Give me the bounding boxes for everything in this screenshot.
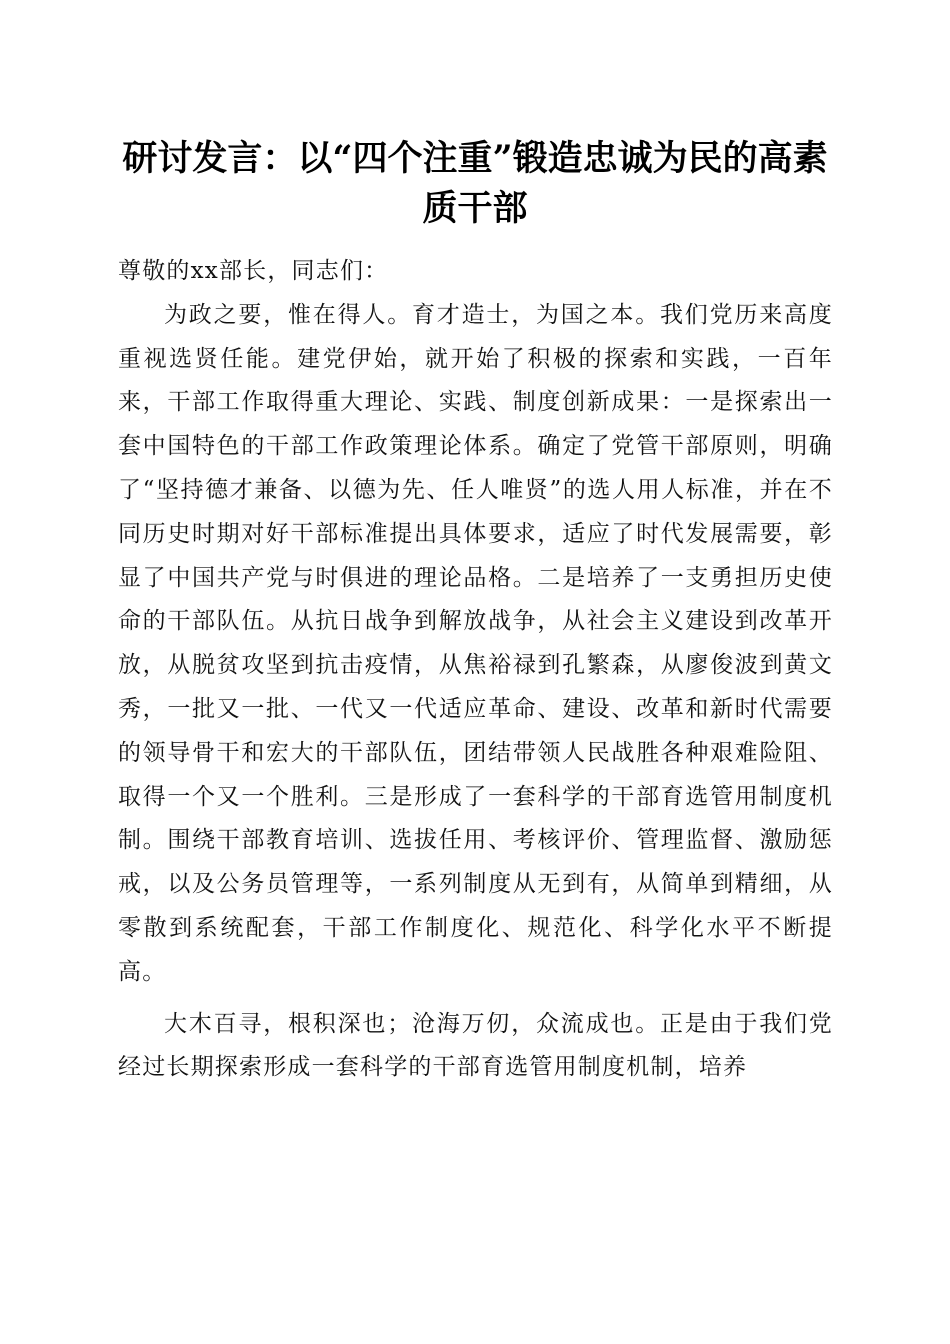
document-body	[118, 250, 833, 1098]
paragraph-2: 大木百寻，根积深也；沧海万仞，众流成也。正是由于我们党经过长期探索形成一套科学的干部育选管用制度机制，培养	[118, 1010, 833, 1081]
salutation: 尊敬的xx部长，同志们：	[118, 258, 389, 284]
paragraph-1: 为政之要，惟在得人。育才造士，为国之本。我们党历来高度重视选贤任能。建党伊始，就开始了积极的探索和实践，一百年来，干部工作取得重大理论、实践、制度创新成果：一是探索出一套中国特色的干部工作政策理论体系。确定了党管干部原则，明确了“坚持德才兼备、以德为先、任人唯贤”的选人用人标准，并在不同历史时期对好干部标准提出具体要求，适应了时代发展需要，彰显了中国共产党与时俱进的理论品格。二是培养了一支勇担历史使命的干部队伍。从抗日战争到解放战争，从社会主义建设到改革开放，从脱贫攻坚到抗击疫情，从焦裕禄到孔繁森，从廖俊波到黄文秀，一批又一批、一代又一代适应革命、建设、改革和新时代需要的领导骨干和宏大的干部队伍，团结带领人民战胜各种艰难险阻、取得一个又一个胜利。三是形成了一套科学的干部育选管用制度机制。围绕干部教育培训、选拔任用、考核评价、管理监督、激励惩戒，以及公务员管理等，一系列制度从无到有，从简单到精细，从零散到系统配套，干部工作制度化、规范化、科学化水平不断提高。	[118, 301, 833, 985]
document-title: 研讨发言：以“四个注重”锻造忠诚为民的高素质干部	[122, 138, 828, 229]
